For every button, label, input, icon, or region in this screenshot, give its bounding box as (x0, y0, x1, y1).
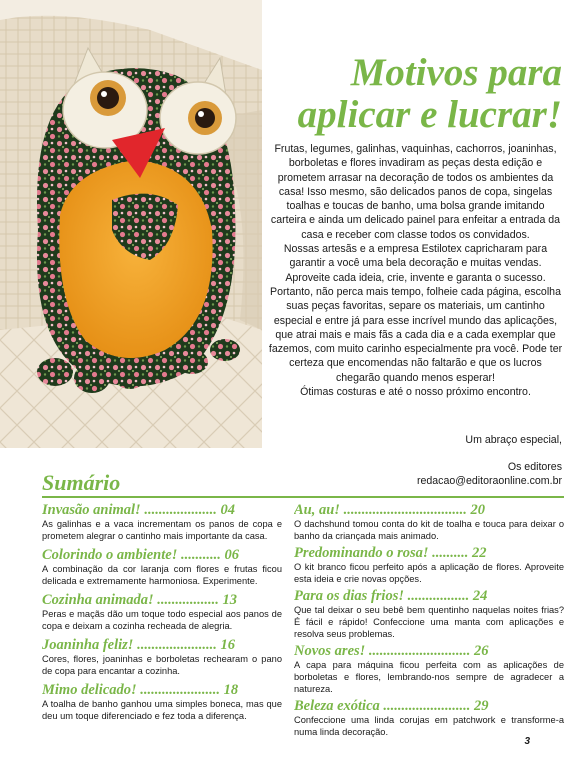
summary-item-title: Au, au! .................................. 20 (294, 502, 485, 518)
editorial-paragraph-3: Ótimas costuras e até o nosso próximo encontro. (300, 386, 531, 399)
editorial-paragraph-1: Frutas, legumes, galinhas, vaquinhas, cachorros, joaninhas, borboletas e flores invadiram as peças desta edição e prometem arrasar na decoração de todos os ambientes da casa! Isso mesmo, são delicados panos de copa, singelas toalhas e toucas de banho, uma bolsa grande imitando carteira e ainda um delicado painel para enfeitar a entrada da casa e receber com classe todos os convidados. (270, 143, 561, 241)
summary-item-title: Colorindo o ambiente! ........... 06 (42, 547, 239, 563)
summary-right-column (294, 502, 564, 741)
summary-item[interactable] (42, 502, 282, 542)
title-line-1: Motivos para (350, 51, 562, 94)
summary-divider (42, 496, 564, 498)
summary-item-desc: O kit branco ficou perfeito após a aplicação de flores. Aproveite esta ideia e crie novas opções. (294, 562, 564, 584)
summary-item-desc: As galinhas e a vaca incrementam os panos de copa e prometem alegrar o cantinho mais importante da casa. (42, 519, 282, 541)
summary-item-desc: Cores, flores, joaninhas e borboletas rechearam o pano de copa para encantar a cozinha. (42, 654, 282, 676)
summary-heading: Sumário (42, 470, 121, 495)
summary-item-desc: A capa para máquina ficou perfeita com as aplicações de borboletas e flores, lembrando-nos sempre de agradecer a natureza. (294, 660, 564, 694)
summary-item-title: Invasão animal! .................... 04 (42, 502, 235, 518)
summary-item-title: Beleza exótica ........................ 29 (294, 698, 489, 714)
summary-item-title: Novos ares! ............................ 26 (294, 643, 489, 659)
editorial-paragraph-2: Nossas artesãs e a empresa Estilotex capricharam para garantir a você uma bela decoração e muitas vendas. Aproveite cada ideia, crie, invente e garanta o sucesso. Portanto, não perca mais tempo, folheie cada página, escolha suas peças favoritas, separe os materiais, um cantinho especial e entre já para esse incrível mundo das aplicações, que atrai mais e mais fãs a cada dia e a cada exemplar que fazemos, com muito carinho especialmente pra você. Pode ter certeza que encomendas não faltarão e que os lucros chegarão quando menos esperar! (268, 243, 563, 384)
page-title (262, 52, 562, 136)
summary-item-desc: Confeccione uma linda corujas em patchwork e transforme-a numa linda decoração. (294, 715, 564, 737)
summary-item-title: Joaninha feliz! ...................... 16 (42, 637, 235, 653)
contact-email[interactable]: redacao@editoraonline.com.br (416, 475, 562, 487)
summary-item-desc: A toalha de banho ganhou uma simples boneca, mas que deu um toque diferenciado e fez toda a diferença. (42, 699, 282, 721)
summary-item[interactable] (42, 682, 282, 722)
summary-item-title: Para os dias frios! ................. 24 (294, 588, 488, 604)
summary-item[interactable] (294, 545, 564, 585)
summary-item[interactable] (294, 502, 564, 542)
summary-item[interactable] (42, 592, 282, 632)
summary-item[interactable] (294, 588, 564, 640)
summary-left-column (42, 502, 282, 727)
summary-item-desc: A combinação da cor laranja com flores e frutas ficou delicada e extremamente harmoniosa. Experimente. (42, 564, 282, 586)
summary-item[interactable] (42, 547, 282, 587)
closing-line: Um abraço especial, (465, 434, 562, 446)
summary-item-desc: Peras e maçãs dão um toque todo especial aos panos de copa e deixam a cozinha recheada de alegria. (42, 609, 282, 631)
summary-item-title: Mimo delicado! ...................... 18 (42, 682, 239, 698)
page-number: 3 (524, 736, 530, 747)
title-line-2: aplicar e lucrar! (297, 93, 562, 136)
signature: Os editores (507, 461, 562, 473)
summary-item[interactable] (42, 637, 282, 677)
editorial-text (268, 142, 563, 399)
summary-item-title: Predominando o rosa! .......... 22 (294, 545, 487, 561)
owl-pillow-photo (0, 0, 262, 448)
summary-item-title: Cozinha animada! ................. 13 (42, 592, 237, 608)
summary-item[interactable] (294, 698, 564, 738)
summary-item-desc: O dachshund tomou conta do kit de toalha e touca para deixar o banho da criançada mais animado. (294, 519, 564, 541)
summary-item[interactable] (294, 643, 564, 695)
summary-item-desc: Que tal deixar o seu bebê bem quentinho naquelas noites frias? É fácil e rápido! Confeccione uma manta com aplicações e resolva seus problemas. (294, 605, 564, 639)
